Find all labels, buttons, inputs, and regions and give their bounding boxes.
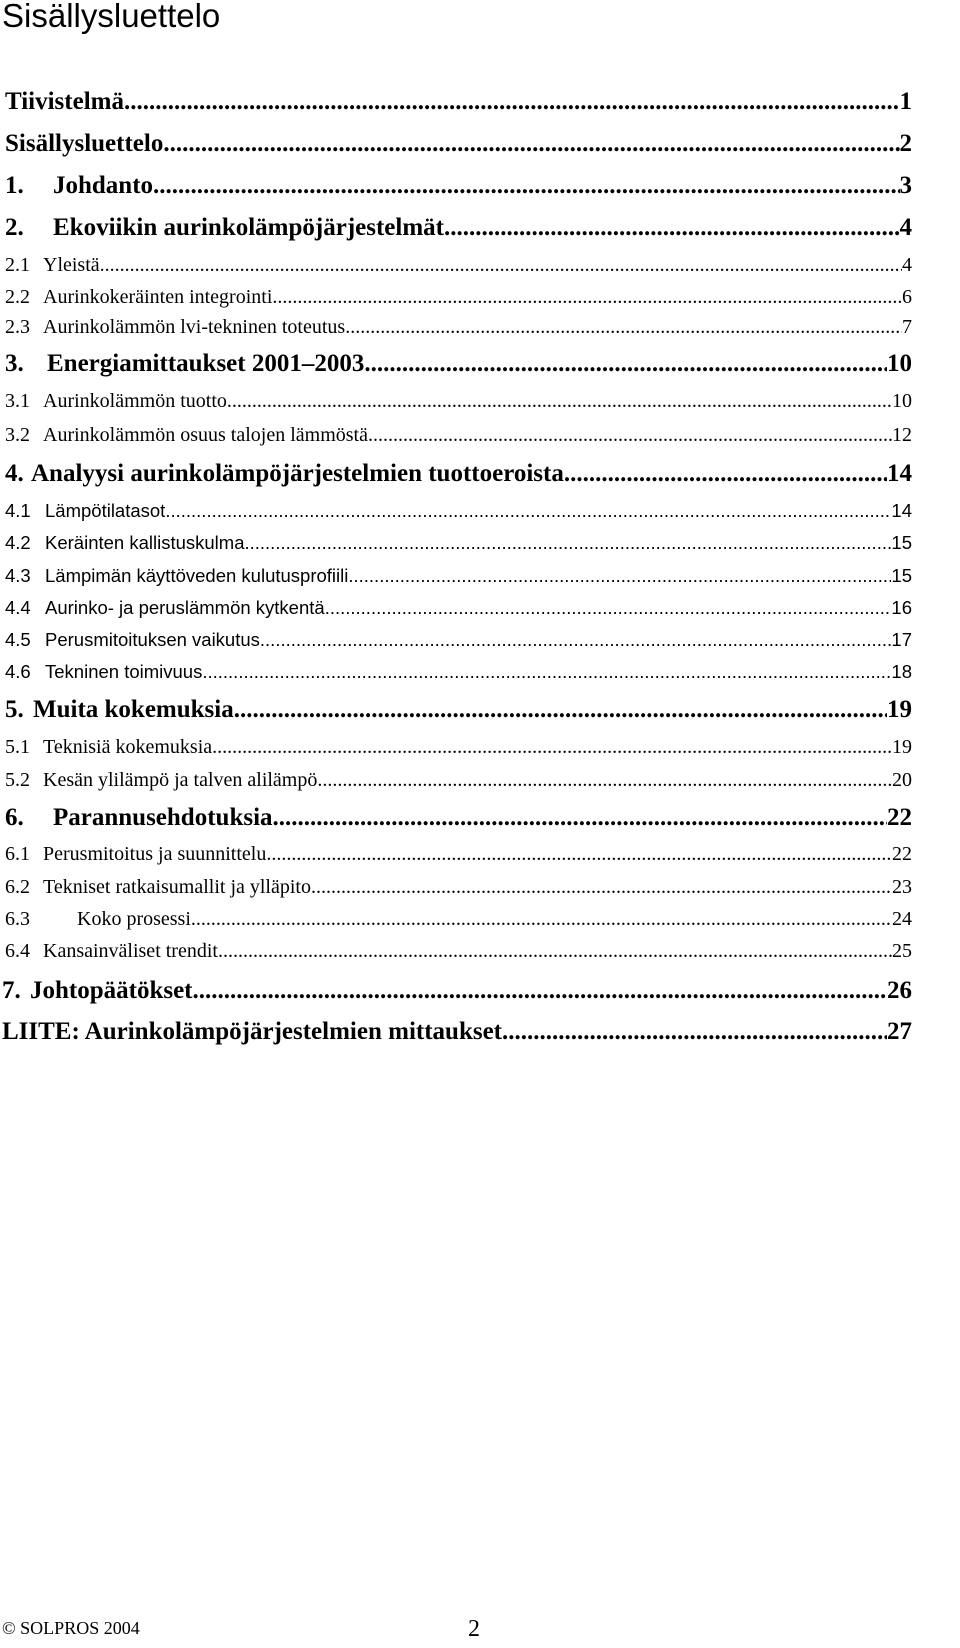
toc-entry-page: 4 xyxy=(899,214,912,241)
toc-leader-dots xyxy=(311,876,892,899)
toc-entry-page: 20 xyxy=(892,769,912,791)
toc-entry-number: 1. xyxy=(5,172,24,199)
toc-entry[interactable] xyxy=(5,940,912,963)
toc-entry[interactable] xyxy=(5,565,912,587)
toc-entry[interactable] xyxy=(5,424,912,447)
toc-entry-page: 23 xyxy=(892,876,912,898)
toc-entry-label: Aurinkolämmön lvi-tekninen toteutus xyxy=(43,316,346,338)
toc-entry-page: 25 xyxy=(892,940,912,962)
toc-entry-number: 4.1 xyxy=(5,500,31,521)
toc-entry-page: 12 xyxy=(892,424,912,446)
toc-leader-dots xyxy=(348,565,891,587)
toc-entry[interactable] xyxy=(5,254,912,277)
toc-leader-dots xyxy=(502,1018,887,1046)
toc-entry-number: 3.1 xyxy=(5,390,30,412)
toc-entry[interactable] xyxy=(5,286,912,309)
toc-entry-number: 6.1 xyxy=(5,843,30,865)
toc-entry-page: 10 xyxy=(887,350,912,377)
toc-entry-number: 7. xyxy=(2,977,21,1004)
toc-entry[interactable] xyxy=(5,214,912,242)
toc-entry-number: 6.4 xyxy=(5,940,30,962)
toc-entry[interactable] xyxy=(5,88,912,116)
toc-entry-page: 19 xyxy=(892,736,912,758)
toc-entry-page: 27 xyxy=(887,1018,912,1045)
toc-leader-dots xyxy=(244,532,891,554)
toc-leader-dots xyxy=(165,500,891,522)
toc-entry-label: LIITE: Aurinkolämpöjärjestelmien mittaukset xyxy=(2,1018,502,1045)
toc-entry-page: 3 xyxy=(899,172,912,199)
toc-entry[interactable] xyxy=(5,769,912,792)
toc-entry-number: 6.2 xyxy=(5,876,30,898)
toc-entry-label: Perusmitoituksen vaikutus xyxy=(45,629,260,650)
toc-leader-dots xyxy=(444,214,900,242)
toc-entry[interactable] xyxy=(5,532,912,554)
toc-entry[interactable] xyxy=(5,350,912,378)
footer-copyright: © SOLPROS 2004 xyxy=(2,1618,140,1638)
toc-entry[interactable] xyxy=(5,876,912,899)
toc-entry-number: 4.2 xyxy=(5,532,31,553)
toc-entry-label: Energiamittaukset 2001–2003 xyxy=(47,350,365,377)
toc-entry-number: 4. xyxy=(5,460,24,487)
toc-entry[interactable] xyxy=(5,661,912,683)
toc-entry-number: 2.2 xyxy=(5,286,30,308)
toc-entry-page: 14 xyxy=(887,460,912,487)
toc-entry-page: 17 xyxy=(891,629,912,650)
toc-entry-number: 6. xyxy=(5,804,24,831)
toc-entry-page: 16 xyxy=(891,597,912,618)
toc-entry-label: Ekoviikin aurinkolämpöjärjestelmät xyxy=(53,214,444,241)
toc-entry[interactable] xyxy=(5,172,912,200)
toc-leader-dots xyxy=(193,977,887,1005)
toc-entry-page: 2 xyxy=(899,130,912,157)
toc-entry-label: Analyysi aurinkolämpöjärjestelmien tuottoeroista xyxy=(31,460,564,487)
toc-entry-number: 3.2 xyxy=(5,424,30,446)
toc-entry-page: 1 xyxy=(899,88,912,115)
toc-entry-label: Sisällysluettelo xyxy=(5,130,164,157)
toc-entry[interactable] xyxy=(2,1018,912,1046)
toc-entry-label: Aurinkokeräinten integrointi xyxy=(43,286,273,308)
toc-entry[interactable] xyxy=(5,736,912,759)
toc-leader-dots xyxy=(273,804,887,832)
toc-entry-page: 19 xyxy=(887,696,912,723)
toc-leader-dots xyxy=(260,629,892,651)
toc-entry-page: 15 xyxy=(891,565,912,586)
toc-entry[interactable] xyxy=(2,977,912,1005)
toc-entry[interactable] xyxy=(5,316,912,339)
toc-entry[interactable] xyxy=(5,629,912,651)
toc-leader-dots xyxy=(564,460,887,488)
toc-leader-dots xyxy=(325,597,892,619)
toc-entry-number: 5.1 xyxy=(5,736,30,758)
toc-entry-label: Yleistä xyxy=(43,254,100,276)
footer-page-number: 2 xyxy=(468,1616,480,1642)
toc-entry[interactable] xyxy=(5,500,912,522)
toc-entry-number: 5.2 xyxy=(5,769,30,791)
toc-entry-number: 2.1 xyxy=(5,254,30,276)
toc-entry[interactable] xyxy=(5,130,912,158)
toc-leader-dots xyxy=(345,316,902,339)
toc-entry-label: Keräinten kallistuskulma xyxy=(45,532,245,553)
toc-leader-dots xyxy=(317,769,892,792)
toc-entry-label: Johdanto xyxy=(53,172,154,199)
toc-entry-label: Aurinkolämmön tuotto xyxy=(43,390,227,412)
toc-leader-dots xyxy=(212,736,892,759)
toc-entry-label: Tekninen toimivuus xyxy=(45,661,203,682)
toc-entry-label: Kansainväliset trendit xyxy=(43,940,218,962)
toc-entry-label: Teknisiä kokemuksia xyxy=(43,736,213,758)
toc-entry-label: Tekniset ratkaisumallit ja ylläpito xyxy=(43,876,311,898)
toc-leader-dots xyxy=(227,390,892,413)
toc-entry-label: Johtopäätökset xyxy=(30,977,193,1004)
toc-entry[interactable] xyxy=(5,460,912,488)
toc-entry[interactable] xyxy=(5,804,912,832)
toc-leader-dots xyxy=(191,908,892,931)
toc-entry-page: 15 xyxy=(891,532,912,553)
toc-leader-dots xyxy=(202,661,891,683)
toc-entry-page: 18 xyxy=(891,661,912,682)
toc-entry-page: 4 xyxy=(902,254,912,276)
toc-entry[interactable] xyxy=(5,390,912,413)
toc-entry[interactable] xyxy=(5,597,912,619)
toc-entry[interactable] xyxy=(5,843,912,866)
toc-entry-page: 24 xyxy=(892,908,912,930)
toc-entry-number: 6.3 xyxy=(5,908,30,930)
toc-leader-dots xyxy=(266,843,892,866)
toc-entry-number: 4.3 xyxy=(5,565,31,586)
toc-entry-label: Aurinkolämmön osuus talojen lämmöstä xyxy=(43,424,368,446)
toc-entry-page: 14 xyxy=(891,500,912,521)
toc-entry-label: Kesän ylilämpö ja talven alilämpö xyxy=(43,769,318,791)
toc-entry-label: Tiivistelmä xyxy=(5,88,124,115)
toc-entry-number: 5. xyxy=(5,696,24,723)
toc-leader-dots xyxy=(234,696,887,724)
toc-entry-page: 22 xyxy=(887,804,912,831)
toc-entry-label: Muita kokemuksia xyxy=(33,696,234,723)
toc-leader-dots xyxy=(163,130,899,158)
toc-entry-page: 7 xyxy=(902,316,912,338)
toc-entry[interactable] xyxy=(5,908,912,931)
toc-entry-number: 2. xyxy=(5,214,24,241)
toc-leader-dots xyxy=(124,88,900,116)
toc-entry-number: 4.6 xyxy=(5,661,31,682)
toc-entry-label: Lämpimän käyttöveden kulutusprofiili xyxy=(45,565,349,586)
toc-entry-label: Koko prosessi xyxy=(77,908,191,930)
toc-leader-dots xyxy=(364,350,887,378)
toc-leader-dots xyxy=(153,172,899,200)
toc-leader-dots xyxy=(218,940,892,963)
toc-leader-dots xyxy=(272,286,902,309)
toc-leader-dots xyxy=(100,254,902,277)
toc-entry-number: 3. xyxy=(5,350,24,377)
toc-entry-number: 4.5 xyxy=(5,629,31,650)
toc-entry-page: 22 xyxy=(892,843,912,865)
toc-entry-label: Aurinko- ja peruslämmön kytkentä xyxy=(45,597,325,618)
toc-entry-page: 6 xyxy=(902,286,912,308)
toc-entry-page: 26 xyxy=(887,977,912,1004)
toc-entry-label: Perusmitoitus ja suunnittelu xyxy=(43,843,267,865)
toc-entry[interactable] xyxy=(5,696,912,724)
toc-entry-number: 4.4 xyxy=(5,597,31,618)
page-title: Sisällysluettelo xyxy=(2,0,221,34)
toc-leader-dots xyxy=(368,424,892,447)
toc-entry-label: Lämpötilatasot xyxy=(45,500,166,521)
toc-entry-label: Parannusehdotuksia xyxy=(53,804,273,831)
toc-entry-number: 2.3 xyxy=(5,316,30,338)
toc-entry-page: 10 xyxy=(892,390,912,412)
